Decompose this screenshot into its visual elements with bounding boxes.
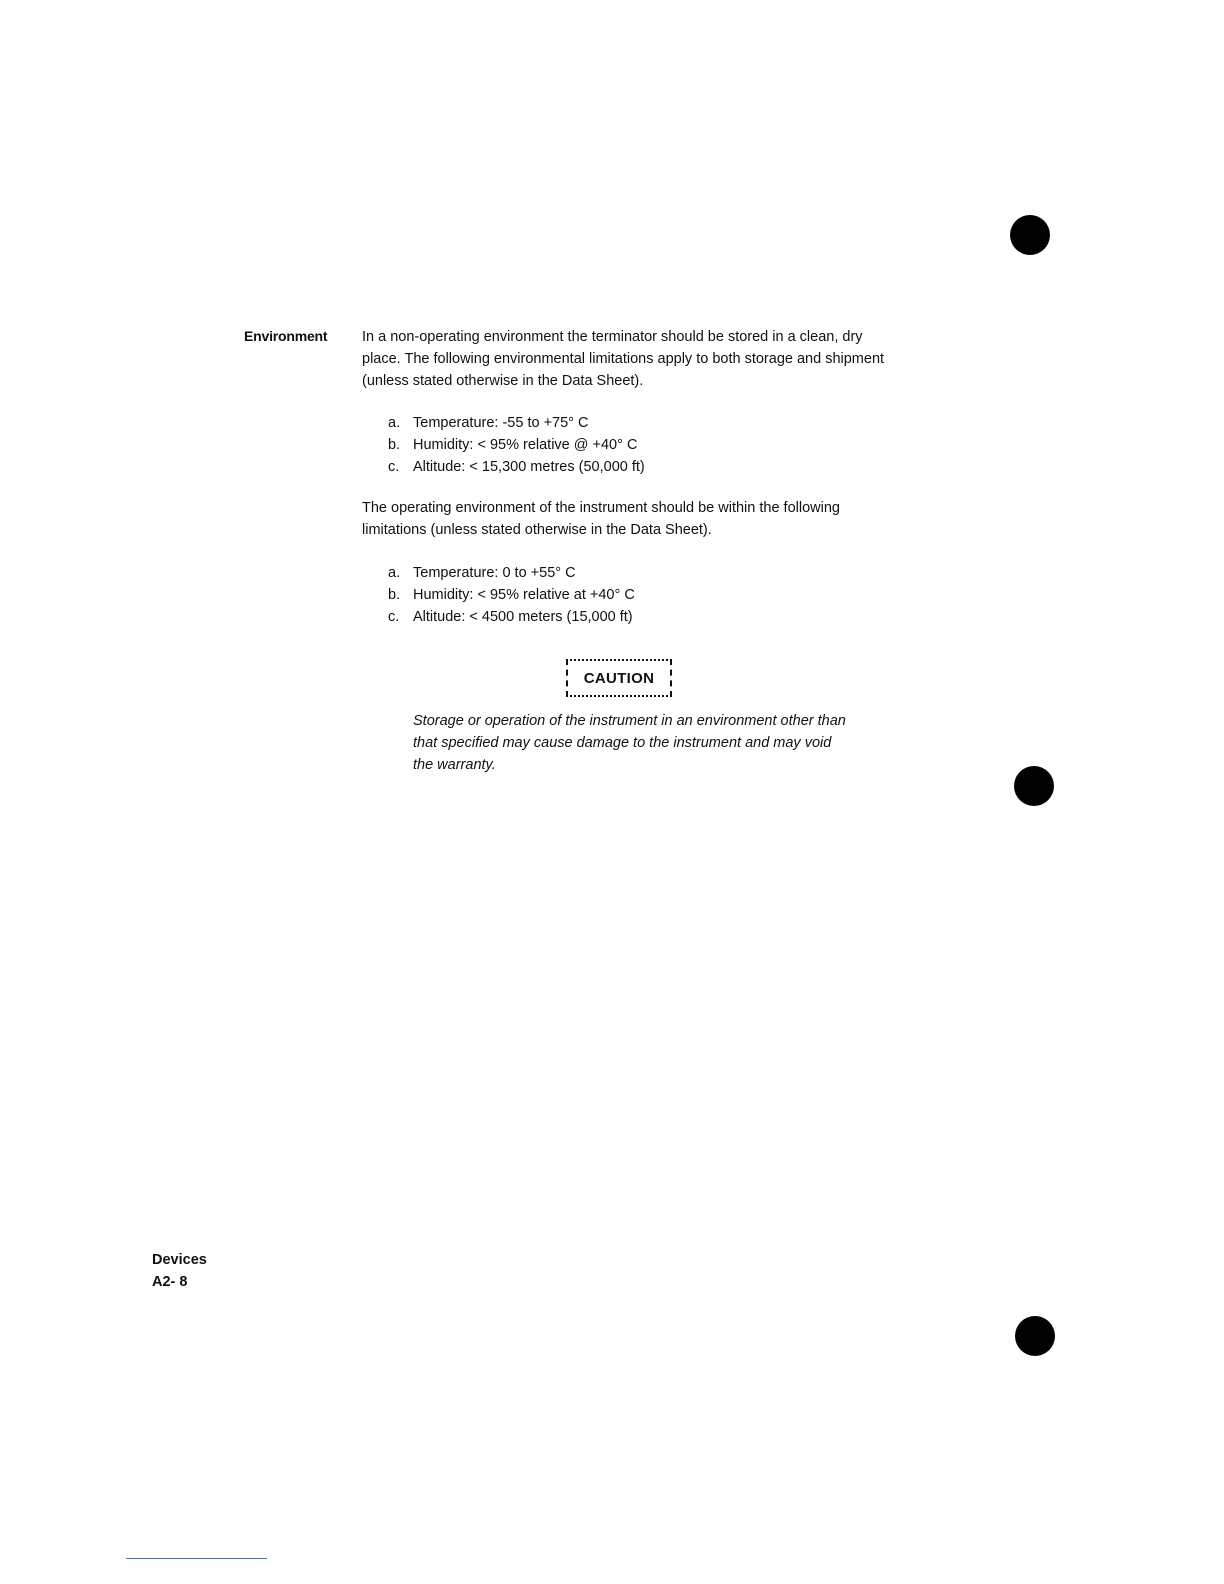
list-item xyxy=(388,434,645,456)
list-item xyxy=(388,456,645,478)
list-item-text: Humidity: < 95% relative @ +40° C xyxy=(413,437,638,453)
list-item xyxy=(388,562,635,584)
list-marker: b. xyxy=(388,437,401,453)
list-marker: b. xyxy=(388,587,401,603)
list-marker: a. xyxy=(388,565,401,581)
list-item xyxy=(388,584,635,606)
list-item-text: Humidity: < 95% relative at +40° C xyxy=(413,587,635,603)
list-item-text: Temperature: 0 to +55° C xyxy=(413,565,576,581)
caution-label: CAUTION xyxy=(566,659,672,697)
list-item xyxy=(388,412,645,434)
storage-limits-list xyxy=(388,412,645,478)
list-item-text: Altitude: < 4500 meters (15,000 ft) xyxy=(413,609,633,625)
storage-intro-paragraph: In a non-operating environment the terminator should be stored in a clean, dry place. The following environmental limitations apply to both storage and shipment (unless stated otherwise in the Data Sheet). xyxy=(362,329,885,389)
list-item xyxy=(388,606,635,628)
footer-page-number: A2- 8 xyxy=(152,1274,188,1290)
list-marker: c. xyxy=(388,609,400,625)
list-item-text: Temperature: -55 to +75° C xyxy=(413,415,589,431)
punch-hole xyxy=(1010,215,1050,255)
punch-hole xyxy=(1015,1316,1055,1356)
list-marker: a. xyxy=(388,415,401,431)
list-item-text: Altitude: < 15,300 metres (50,000 ft) xyxy=(413,459,645,475)
operating-intro-paragraph: The operating environment of the instrument should be within the following limitations (unless stated otherwise in the Data Sheet). xyxy=(362,500,840,538)
list-marker: c. xyxy=(388,459,400,475)
bottom-rule xyxy=(126,1558,267,1559)
section-heading: Environment xyxy=(244,328,328,344)
punch-hole xyxy=(1014,766,1054,806)
caution-text: Storage or operation of the instrument in an environment other than that specified may cause damage to the instrument and may void the warranty. xyxy=(413,713,846,773)
footer-section-name: Devices xyxy=(152,1252,207,1268)
operating-limits-list xyxy=(388,562,635,628)
